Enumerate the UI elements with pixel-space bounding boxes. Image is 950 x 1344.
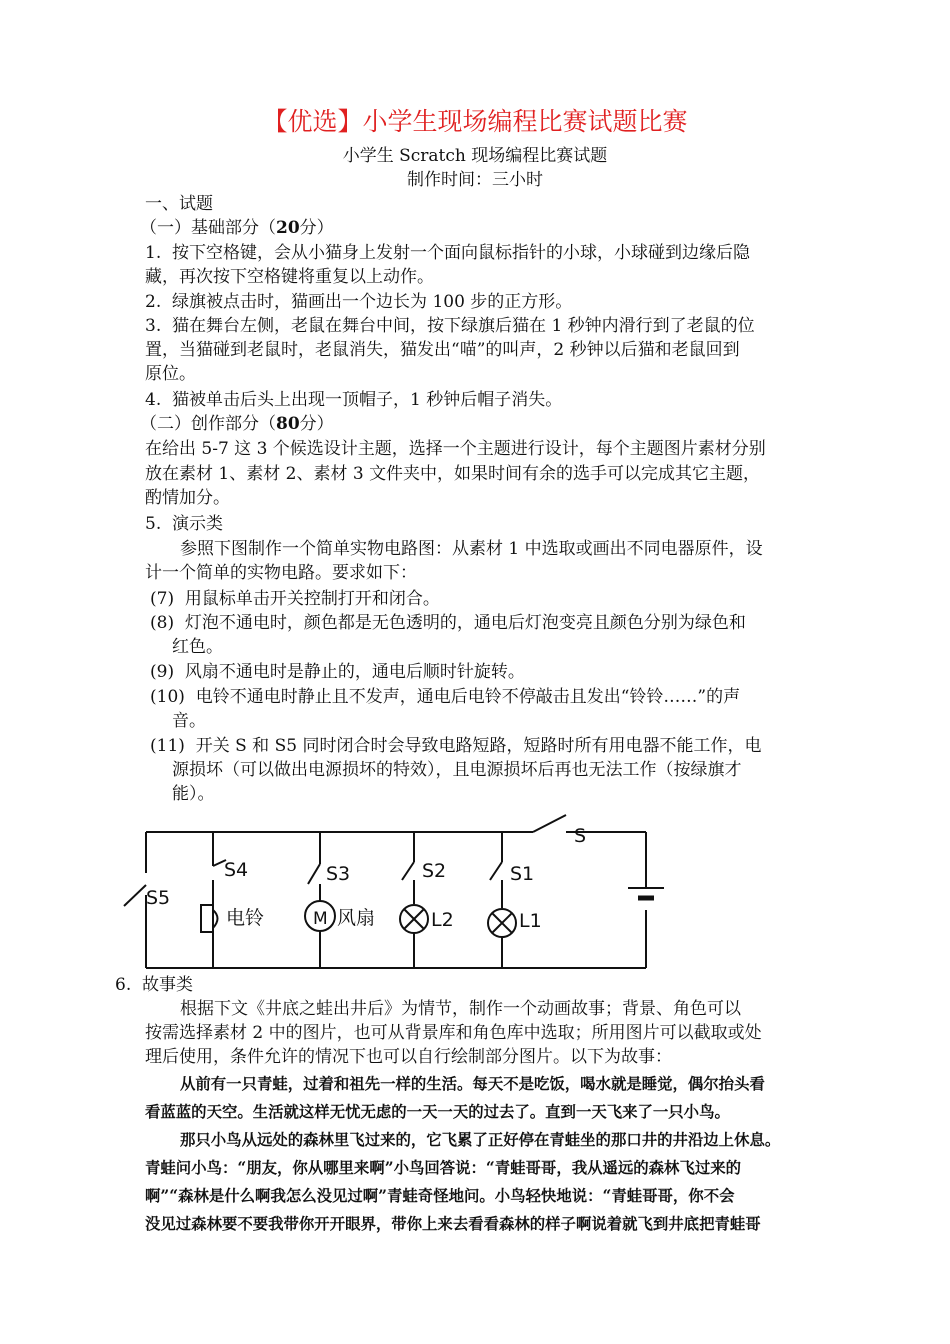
creative-intro: 在给出 5-7 这 3 个候选设计主题，选择一个主题进行设计，每个主题图片素材分别: [145, 439, 766, 459]
question-5-heading: 5. 演示类: [145, 514, 224, 534]
requirement-item-cont: 音。: [172, 711, 206, 731]
creative-intro-cont2: 酌情加分。: [145, 488, 230, 508]
requirement-item-cont2: 能）。: [172, 784, 215, 804]
section-heading: 一、试题: [145, 194, 213, 214]
question-3-cont: 置，当猫碰到老鼠时，老鼠消失，猫发出“喵”的叫声，2 秒钟以后猫和老鼠回到: [145, 340, 740, 360]
question-6-paragraph-cont: 按需选择素材 2 中的图片，也可从背景库和角色库中选取；所用图片可以截取或处: [145, 1023, 762, 1043]
question-6-heading: 6. 故事类: [115, 975, 194, 995]
time-limit: 制作时间：三小时: [407, 170, 543, 190]
switch-s2-blade: [402, 862, 414, 880]
question-3-cont2: 原位。: [145, 364, 196, 384]
switch-s4-label: S4: [224, 859, 249, 881]
lamp-l1-label: L1: [519, 910, 542, 932]
question-5-paragraph-cont: 计一个简单的实物电路。要求如下：: [145, 563, 417, 583]
story-line: 没见过森林要不要我带你开开眼界，带你上来去看看森林的样子啊说着就飞到井底把青蛙哥: [145, 1215, 761, 1233]
fan-label: 风扇: [337, 907, 376, 929]
creative-intro-cont: 放在素材 1、素材 2、素材 3 文件夹中，如果时间有余的选手可以完成其它主题，: [145, 464, 761, 484]
basic-part-heading: （一）基础部分（20分）: [140, 218, 334, 238]
requirement-item-cont: 源损坏（可以做出电源损坏的特效），且电源损坏后再也无法工作（按绿旗才: [172, 760, 742, 780]
story-line: 青蛙问小鸟：“朋友，你从哪里来啊”小鸟回答说：“青蛙哥哥，我从遥远的森林飞过来的: [145, 1159, 742, 1177]
creative-part-heading: （二）创作部分（80分）: [140, 414, 334, 434]
requirement-item: (11) 开关 S 和 S5 同时闭合时会导致电路短路，短路时所有用电器不能工作，电: [150, 736, 762, 756]
switch-s-label: S: [574, 825, 587, 847]
switch-s1-label: S1: [510, 863, 535, 885]
bell-label: 电铃: [226, 907, 265, 929]
story-line: 啊”“森林是什么啊我怎么没见过啊”青蛙奇怪地问。小鸟轻快地说：“青蛙哥哥，你不会: [145, 1187, 735, 1205]
document-title: 【优选】小学生现场编程比赛试题比赛: [262, 107, 688, 136]
switch-s-blade: [533, 815, 566, 832]
story-line: 那只小鸟从远处的森林里飞过来的，它飞累了正好停在青蛙坐的那口井的井沿边上休息。: [180, 1131, 781, 1149]
question-1-cont: 藏，再次按下空格键将重复以上动作。: [145, 267, 434, 287]
question-6-paragraph: 根据下文《井底之蛙出井后》为情节，制作一个动画故事；背景、角色可以: [180, 999, 741, 1019]
lamp-l2-label: L2: [431, 909, 454, 931]
requirement-item-cont: 红色。: [172, 637, 223, 657]
question-4: 4. 猫被单击后头上出现一顶帽子，1 秒钟后帽子消失。: [145, 390, 563, 410]
switch-s3-label: S3: [326, 863, 351, 885]
question-1: 1. 按下空格键，会从小猫身上发射一个面向鼠标指针的小球，小球碰到边缘后隐: [145, 243, 751, 263]
bell-body: [201, 905, 213, 932]
question-5-paragraph: 参照下图制作一个简单实物电路图：从素材 1 中选取或画出不同电器原件，设: [180, 539, 763, 559]
question-3: 3. 猫在舞台左侧，老鼠在舞台中间，按下绿旗后猫在 1 秒钟内滑行到了老鼠的位: [145, 316, 755, 336]
switch-s5-label: S5: [146, 887, 171, 909]
switch-s2-label: S2: [422, 860, 447, 882]
requirement-item: (10) 电铃不通电时静止且不发声，通电后电铃不停敲击且发出“铃铃……”的声: [150, 687, 741, 707]
question-6-paragraph-cont2: 理后使用，条件允许的情况下也可以自行绘制部分图片。以下为故事：: [145, 1047, 672, 1067]
question-2: 2. 绿旗被点击时，猫画出一个边长为 100 步的正方形。: [145, 292, 573, 312]
switch-s3-blade: [308, 864, 320, 884]
motor-letter: M: [313, 909, 328, 929]
requirement-item: (8) 灯泡不通电时，颜色都是无色透明的，通电后灯泡变亮且颜色分别为绿色和: [150, 613, 746, 633]
switch-s1-blade: [490, 862, 502, 880]
story-line: 从前有一只青蛙，过着和祖先一样的生活。每天不是吃饭，喝水就是睡觉，偶尔抬头看: [180, 1075, 765, 1093]
document-subtitle: 小学生 Scratch 现场编程比赛试题: [342, 146, 608, 166]
switch-s5-blade: [124, 885, 146, 906]
requirement-item: (7) 用鼠标单击开关控制打开和闭合。: [150, 589, 440, 609]
story-line: 看蓝蓝的天空。生活就这样无忧无虑的一天一天的过去了。直到一天飞来了一只小鸟。: [145, 1103, 730, 1121]
requirement-item: (9) 风扇不通电时是静止的，通电后顺时针旋转。: [150, 662, 525, 682]
